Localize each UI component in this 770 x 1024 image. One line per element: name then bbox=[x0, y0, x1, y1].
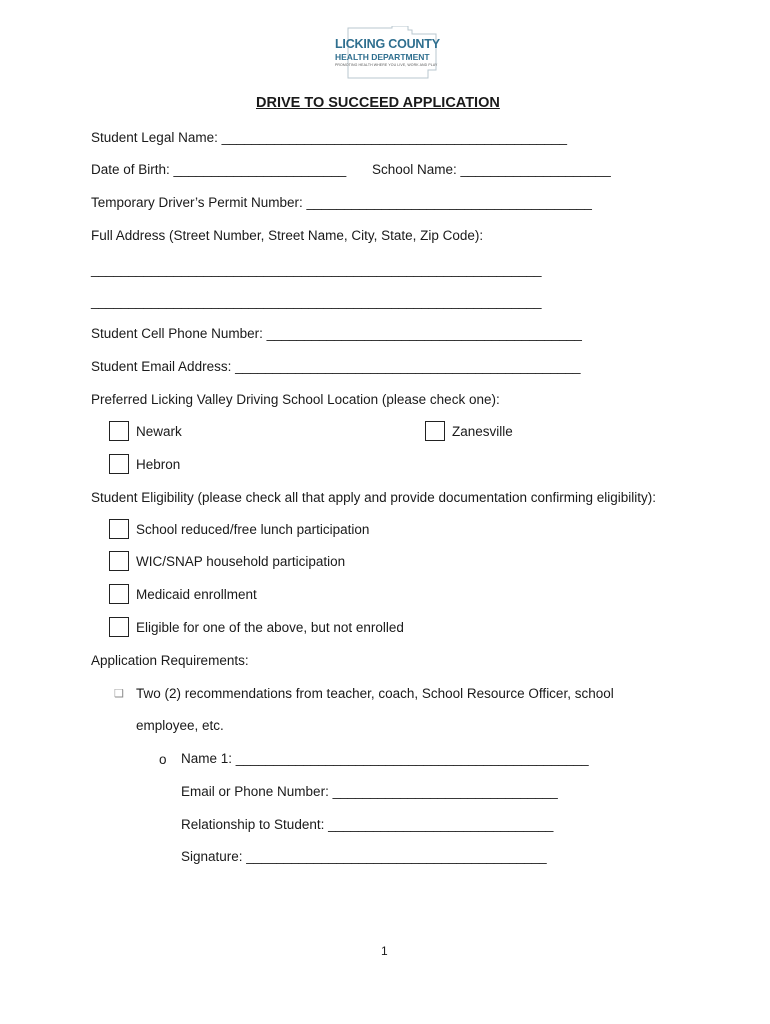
hebron-label: Hebron bbox=[136, 457, 181, 472]
wic-snap-checkbox[interactable] bbox=[109, 551, 129, 571]
zanesville-label: Zanesville bbox=[452, 424, 513, 439]
date-of-birth-field[interactable]: Date of Birth: _______________________ bbox=[91, 162, 347, 177]
eligibility-label: Student Eligibility (please check all that apply and provide documentation confirming eligibility): bbox=[91, 490, 657, 505]
address-label: Full Address (Street Number, Street Name, City, State, Zip Code): bbox=[91, 228, 484, 243]
wic-snap-label: WIC/SNAP household participation bbox=[136, 554, 346, 569]
eligible-not-enrolled-checkbox[interactable] bbox=[109, 617, 129, 637]
form-title: DRIVE TO SUCCEED APPLICATION bbox=[256, 95, 500, 111]
lunch-checkbox[interactable] bbox=[109, 519, 129, 539]
zanesville-checkbox[interactable] bbox=[425, 421, 445, 441]
logo-tagline: PROMOTING HEALTH WHERE YOU LIVE, WORK AND PLAY bbox=[335, 63, 438, 67]
recommender-name-field[interactable]: Name 1: _______________________________________________ bbox=[181, 751, 589, 766]
recommender-relationship-field[interactable]: Relationship to Student: ______________________________ bbox=[181, 817, 554, 832]
address-line-2[interactable]: ____________________________________________________________ bbox=[91, 294, 542, 309]
recommendations-line-1: Two (2) recommendations from teacher, coach, School Resource Officer, school bbox=[136, 686, 614, 701]
sub-bullet-icon: o bbox=[159, 752, 167, 767]
logo-line-1: LICKING COUNTY bbox=[335, 37, 440, 51]
newark-label: Newark bbox=[136, 424, 182, 439]
recommender-signature-field[interactable]: Signature: ________________________________________ bbox=[181, 849, 547, 864]
location-label: Preferred Licking Valley Driving School Location (please check one): bbox=[91, 392, 500, 407]
hebron-checkbox[interactable] bbox=[109, 454, 129, 474]
address-line-1[interactable]: ____________________________________________________________ bbox=[91, 262, 542, 277]
county-logo bbox=[330, 26, 440, 80]
legal-name-field[interactable]: Student Legal Name: ______________________________________________ bbox=[91, 130, 567, 145]
page-number: 1 bbox=[381, 944, 388, 958]
newark-checkbox[interactable] bbox=[109, 421, 129, 441]
medicaid-checkbox[interactable] bbox=[109, 584, 129, 604]
box-bullet-icon: ❑ bbox=[114, 688, 124, 700]
requirements-label: Application Requirements: bbox=[91, 653, 249, 668]
school-name-field[interactable]: School Name: ____________________ bbox=[372, 162, 611, 177]
cell-phone-field[interactable]: Student Cell Phone Number: __________________________________________ bbox=[91, 326, 582, 341]
logo-line-2: HEALTH DEPARTMENT bbox=[335, 52, 430, 62]
lunch-label: School reduced/free lunch participation bbox=[136, 522, 370, 537]
email-field[interactable]: Student Email Address: ______________________________________________ bbox=[91, 359, 581, 374]
recommendations-line-2: employee, etc. bbox=[136, 718, 224, 733]
permit-number-field[interactable]: Temporary Driver’s Permit Number: ______________________________________ bbox=[91, 195, 592, 210]
recommender-contact-field[interactable]: Email or Phone Number: ______________________________ bbox=[181, 784, 558, 799]
medicaid-label: Medicaid enrollment bbox=[136, 587, 257, 602]
eligible-not-enrolled-label: Eligible for one of the above, but not enrolled bbox=[136, 620, 404, 635]
